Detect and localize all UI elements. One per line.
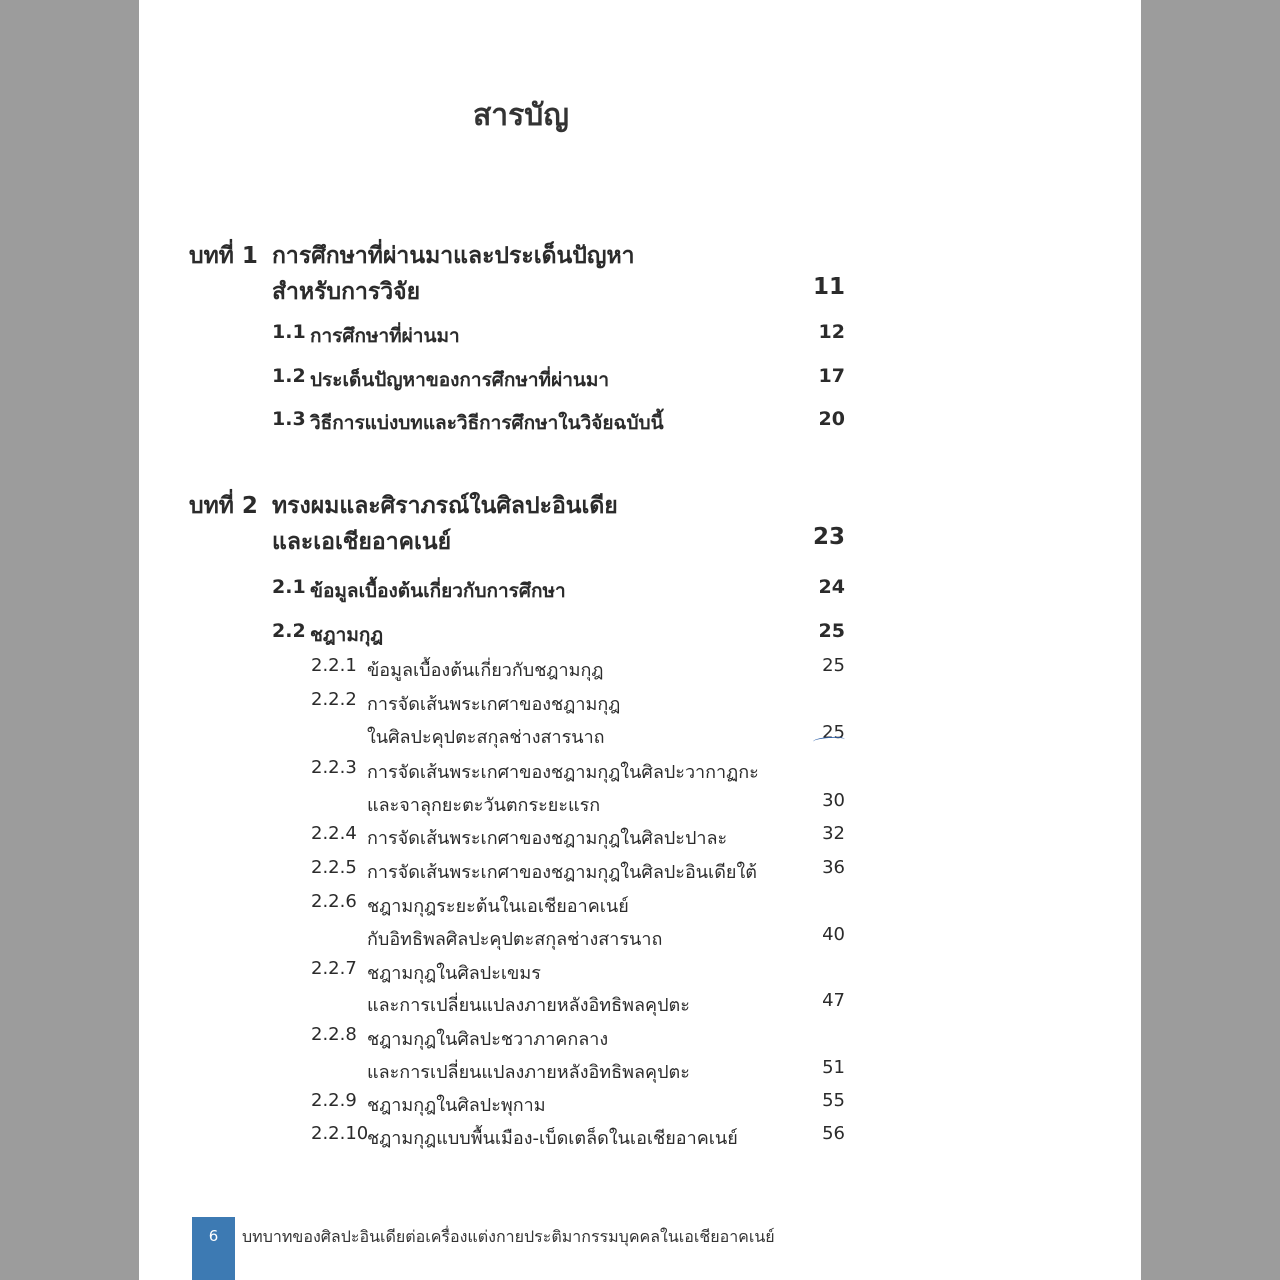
subsection-2-2-4-title: การจัดเส้นพระเกศาของชฎามกุฎในศิลปะปาละ <box>367 828 728 849</box>
subsection-2-2-5-number: 2.2.5 <box>311 857 357 878</box>
chapter-1-title-line1: การศึกษาที่ผ่านมาและประเด็นปัญหา <box>272 243 635 269</box>
subsection-2-2-2-page: 25 <box>822 722 845 743</box>
subsection-2-2-3-page: 30 <box>822 790 845 811</box>
subsection-2-2-10-page: 56 <box>822 1123 845 1144</box>
document-page <box>139 0 1141 1280</box>
section-1-3-page: 20 <box>818 408 845 430</box>
section-2-2-title: ชฎามกุฎ <box>310 624 384 646</box>
subsection-2-2-3-title-line2: และจาลุกยะตะวันตกระยะแรก <box>367 795 601 816</box>
chapter-2-title-line1: ทรงผมและศิราภรณ์ในศิลปะอินเดีย <box>272 493 618 519</box>
footer-page-number: 6 <box>192 1217 235 1280</box>
section-2-1-title: ข้อมูลเบื้องต้นเกี่ยวกับการศึกษา <box>310 580 566 602</box>
subsection-2-2-2-number: 2.2.2 <box>311 689 357 710</box>
subsection-2-2-1-page: 25 <box>822 655 845 676</box>
subsection-2-2-9-title: ชฎามกุฎในศิลปะพุกาม <box>367 1095 546 1116</box>
section-1-3-number: 1.3 <box>272 408 306 430</box>
subsection-2-2-6-number: 2.2.6 <box>311 891 357 912</box>
section-1-2-title: ประเด็นปัญหาของการศึกษาที่ผ่านมา <box>310 369 610 391</box>
section-2-2-page: 25 <box>818 620 845 642</box>
subsection-2-2-8-title-line2: และการเปลี่ยนแปลงภายหลังอิทธิพลคุปตะ <box>367 1062 690 1083</box>
subsection-2-2-6-title-line2: กับอิทธิพลศิลปะคุปตะสกุลช่างสารนาถ <box>367 929 663 950</box>
section-1-1-number: 1.1 <box>272 321 306 343</box>
section-2-2-number: 2.2 <box>272 620 306 642</box>
subsection-2-2-8-number: 2.2.8 <box>311 1024 357 1045</box>
subsection-2-2-4-page: 32 <box>822 823 845 844</box>
chapter-2-title-line2: และเอเชียอาคเนย์ <box>272 529 452 555</box>
subsection-2-2-8-title-line1: ชฎามกุฎในศิลปะชวาภาคกลาง <box>367 1029 609 1050</box>
section-1-2-number: 1.2 <box>272 365 306 387</box>
subsection-2-2-2-title-line1: การจัดเส้นพระเกศาของชฎามกุฎ <box>367 694 621 715</box>
chapter-2-label: บทที่ 2 <box>189 493 258 519</box>
page-title: สารบัญ <box>473 98 569 133</box>
subsection-2-2-4-number: 2.2.4 <box>311 823 357 844</box>
subsection-2-2-7-title-line1: ชฎามกุฎในศิลปะเขมร <box>367 963 541 984</box>
subsection-2-2-1-title: ข้อมูลเบื้องต้นเกี่ยวกับชฎามกุฎ <box>367 660 604 681</box>
subsection-2-2-3-number: 2.2.3 <box>311 757 357 778</box>
subsection-2-2-7-number: 2.2.7 <box>311 958 357 979</box>
section-1-2-page: 17 <box>818 365 845 387</box>
chapter-1-title-line2: สำหรับการวิจัย <box>272 279 421 305</box>
footer-book-title: บทบาทของศิลปะอินเดียต่อเครื่องแต่งกายประติมากรรมบุคคลในเอเชียอาคเนย์ <box>242 1227 775 1246</box>
section-1-3-title: วิธีการแบ่งบทและวิธีการศึกษาในวิจัยฉบับนี้ <box>310 412 664 434</box>
subsection-2-2-10-number: 2.2.10 <box>311 1123 369 1144</box>
subsection-2-2-7-page: 47 <box>822 990 845 1011</box>
section-1-1-page: 12 <box>818 321 845 343</box>
chapter-1-label: บทที่ 1 <box>189 243 258 269</box>
subsection-2-2-2-title-line2: ในศิลปะคุปตะสกุลช่างสารนาถ <box>367 727 605 748</box>
subsection-2-2-9-page: 55 <box>822 1090 845 1111</box>
chapter-1-page: 11 <box>812 274 845 300</box>
section-2-1-page: 24 <box>818 576 845 598</box>
subsection-2-2-6-page: 40 <box>822 924 845 945</box>
subsection-2-2-3-title-line1: การจัดเส้นพระเกศาของชฎามกุฎในศิลปะวากาฏกะ <box>367 762 759 783</box>
subsection-2-2-5-title: การจัดเส้นพระเกศาของชฎามกุฎในศิลปะอินเดียใต้ <box>367 862 757 883</box>
subsection-2-2-7-title-line2: และการเปลี่ยนแปลงภายหลังอิทธิพลคุปตะ <box>367 995 690 1016</box>
subsection-2-2-6-title-line1: ชฎามกุฎระยะต้นในเอเชียอาคเนย์ <box>367 896 629 917</box>
section-2-1-number: 2.1 <box>272 576 306 598</box>
subsection-2-2-1-number: 2.2.1 <box>311 655 357 676</box>
subsection-2-2-9-number: 2.2.9 <box>311 1090 357 1111</box>
chapter-2-page: 23 <box>812 524 845 550</box>
subsection-2-2-10-title: ชฎามกุฎแบบพื้นเมือง-เบ็ดเตล็ดในเอเชียอาคเนย์ <box>367 1128 738 1149</box>
section-1-1-title: การศึกษาที่ผ่านมา <box>310 325 460 347</box>
subsection-2-2-8-page: 51 <box>822 1057 845 1078</box>
subsection-2-2-5-page: 36 <box>822 857 845 878</box>
